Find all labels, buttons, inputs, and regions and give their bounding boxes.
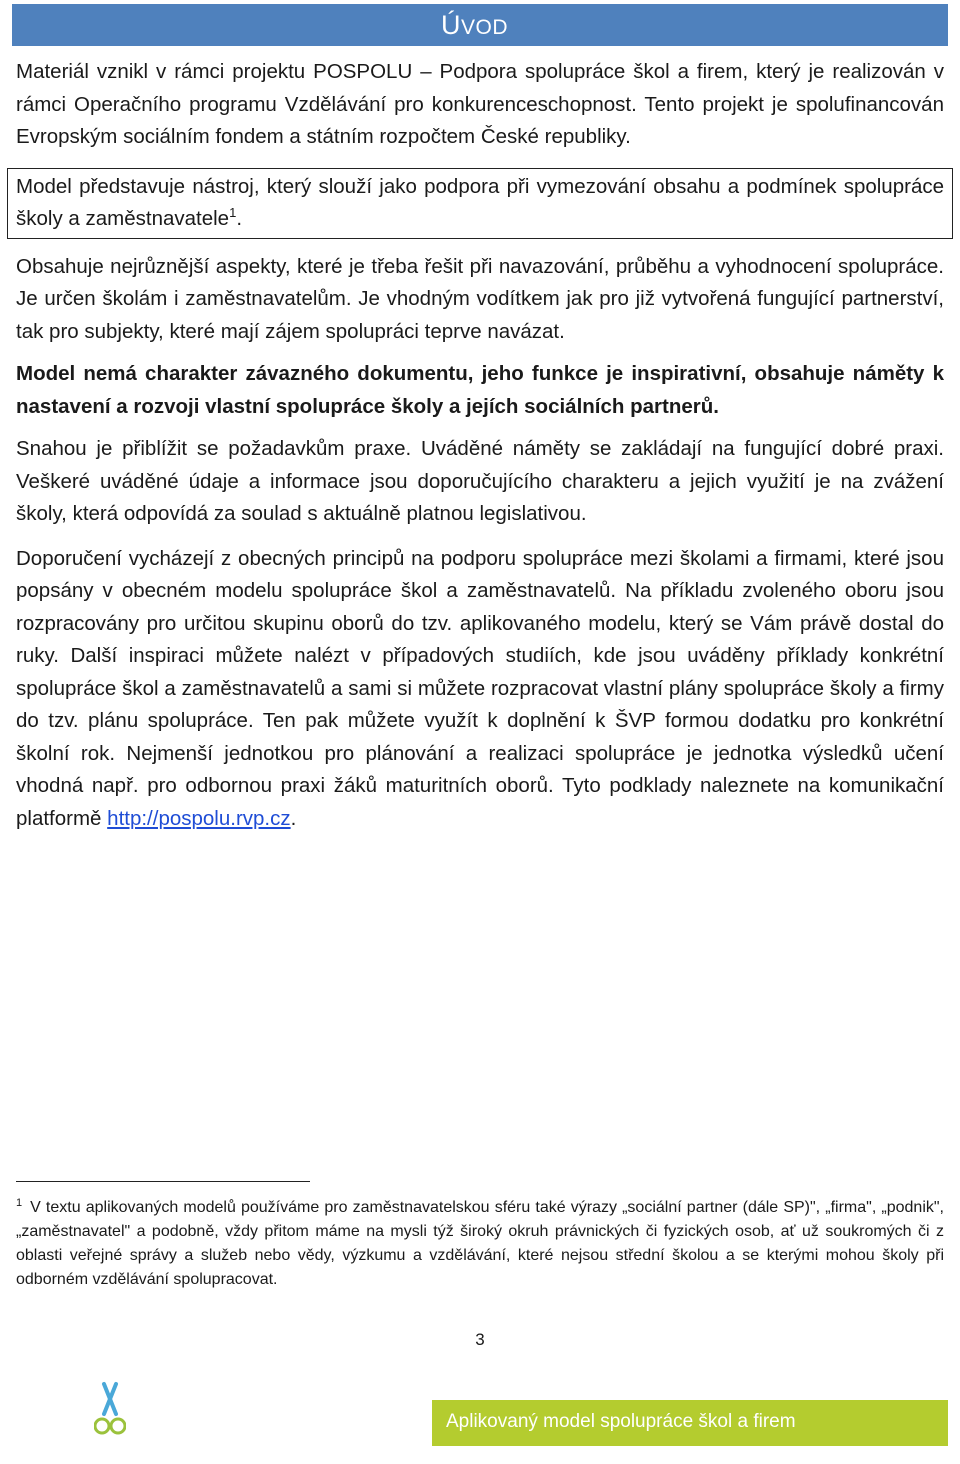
document-body [16, 56, 944, 835]
footnote [16, 1196, 944, 1292]
model-description-end: . [236, 207, 243, 230]
footnote-reference[interactable]: 1 [229, 205, 237, 220]
recommendations-end: . [290, 806, 297, 830]
recommendations-text: Doporučení vycházejí z obecných principů na podporu spolupráce mezi školami a firmami, které jsou popsány v obecném modelu spolupráce škol a zaměstnavatelů. Na příkladu zvoleného oboru jsou rozpracovány pro určitou skupinu oborů do tzv. aplikovaného modelu, který se Vám právě dostal do ruky. Další inspiraci můžete nalézt v případových studiích, kde jsou uváděny příklady konkrétní spolupráce škol a zaměstnavatelů a sami si můžete rozpracovat vlastní plány spolupráce školy a firmy do tzv. plánu spolupráce. Ten pak můžete využít k doplnění k ŠVP formou dodatku pro konkrétní školní rok. Nejmenší jednotkou pro plánování a realizaci spolupráce je jednotka výsledků učení vhodná např. pro odbornou praxi žáků maturitních oborů. Tyto podklady naleznete na komunikační platformě [16, 546, 944, 830]
paragraph-bold-inspirative: Model nemá charakter závazného dokumentu, jeho funkce je inspirativní, obsahuje náměty k nastavení a rozvoji vlastní spolupráce školy a jejích sociálních partnerů. [16, 362, 944, 418]
pospolu-link[interactable]: http://pospolu.rvp.cz [107, 806, 291, 830]
footnote-divider [16, 1181, 310, 1182]
scissors-icon [94, 1380, 126, 1438]
boxed-paragraph-model [7, 168, 953, 239]
page-number: 3 [475, 1330, 485, 1349]
section-title-initial: Ú [440, 10, 461, 40]
model-description: Model představuje nástroj, který slouží jako podpora při vymezování obsahu a podmínek spolupráce školy a zaměstnavatele [16, 174, 944, 230]
footnote-text: V textu aplikovaných modelů používáme pro zaměstnavatelskou sféru také výrazy „sociální partner (dále SP)", „firma", „podnik", „zaměstnavatel" a podobně, vždy přitom máme na mysli týž široký okruh právnických či fyzických osob, ať už soukromých či z oblasti veřejné správy a služeb nebo vědy, výzkumu a vzdělávání, které nejsou střední školou a se kterými mohou školy při odborném vzdělávání spolupracovat. [16, 1199, 944, 1288]
footer-banner [432, 1400, 948, 1446]
section-title [441, 10, 508, 43]
section-title-rest: VOD [460, 16, 508, 39]
paragraph-aspects: Obsahuje nejrůznější aspekty, které je třeba řešit při navazování, průběhu a vyhodnocení spolupráce. Je určen školám i zaměstnavatelům. Je vhodným vodítkem jak pro již vytvořená fungující partnerství, tak pro subjekty, které mají zájem spolupráci teprve navázat. [16, 254, 944, 343]
paragraph-practice: Snahou je přiblížit se požadavkům praxe. Uváděné náměty se zakládají na fungující dobré praxi. Veškeré uváděné údaje a informace jsou doporučujícího charakteru a jejich využití je na zvážení školy, která odpovídá za soulad s aktuálně platnou legislativou. [16, 437, 944, 525]
footer-banner-text: Aplikovaný model spolupráce škol a firem [446, 1411, 796, 1432]
section-header-bar [12, 4, 948, 46]
paragraph-recommendations [16, 543, 944, 836]
paragraph-project-info: Materiál vznikl v rámci projektu POSPOLU – Podpora spolupráce škol a firem, který je realizován v rámci Operačního programu Vzdělávání pro konkurenceschopnost. Tento projekt je spolufinancován Evropským sociálním fondem a státním rozpočtem České republiky. [16, 60, 944, 148]
footnote-marker: 1 [16, 1197, 23, 1209]
